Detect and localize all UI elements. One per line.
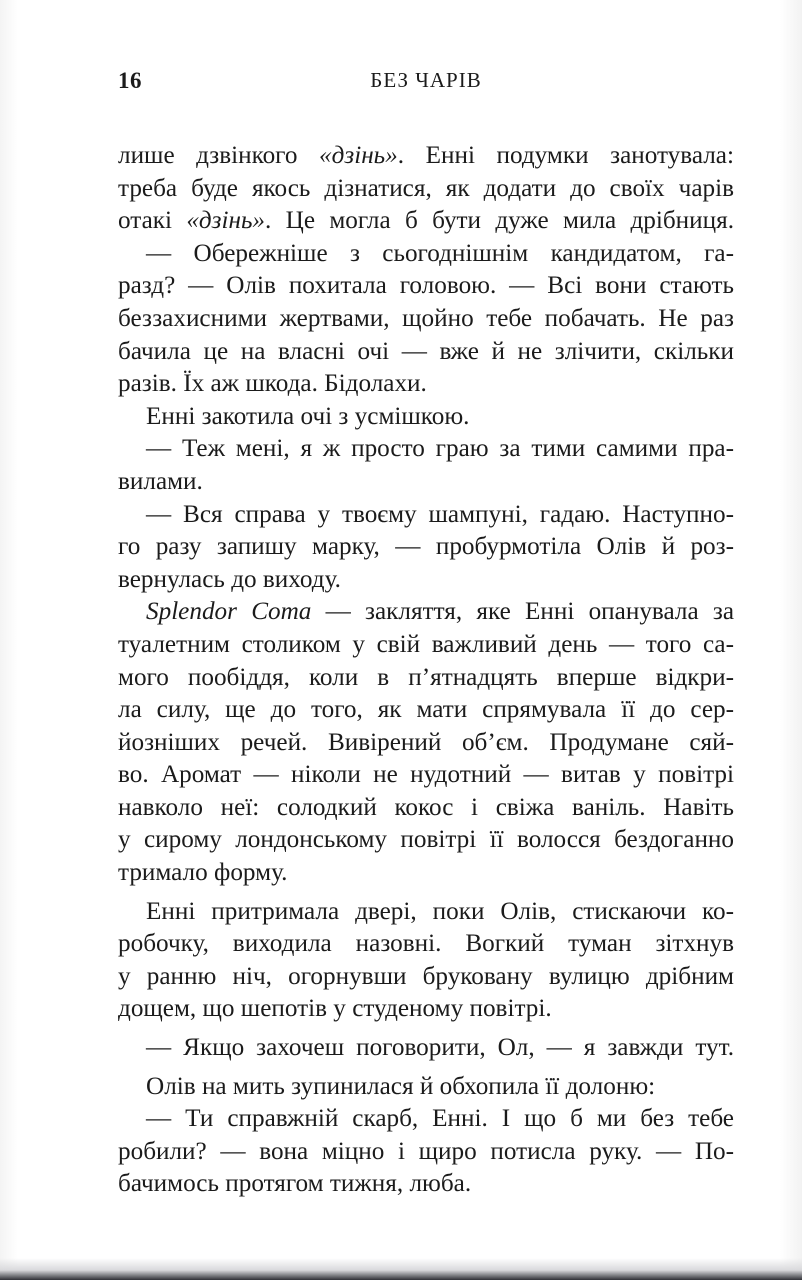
text-line: го разу запишу марку, — пробурмотіла Олів й роз-: [118, 533, 734, 561]
text-line: у ранню ніч, огорнувши бруковану вулицю дрібним: [118, 962, 734, 990]
text-line: отакі «дзінь». Це могла б бути дуже мила дрібниця.: [118, 207, 734, 235]
text-line: Олів на мить зупинилася й обхопила її долоню:: [146, 1072, 656, 1100]
text-line: разд? — Олів похитала головою. — Всі вони стають: [118, 272, 734, 300]
text-line: беззахисними жертвами, щойно тебе побачать. Не раз: [118, 304, 734, 332]
text-line: бачимось протягом тижня, люба.: [118, 1170, 472, 1198]
text-line: робочку, виходила назовні. Вогкий туман зітхнув: [118, 930, 734, 958]
text-line: навколо неї: солодкий кокос і свіжа ваніль. Навіть: [118, 793, 734, 821]
text-line: — Обережніше з сьогоднішнім кандидатом, га-: [146, 239, 734, 267]
text-line: вилами.: [118, 467, 203, 495]
text-line: йозніших речей. Вивірений об’єм. Продумане сяй-: [118, 728, 734, 756]
text-line: — Вся справа у твоєму шампуні, гадаю. Наступно-: [146, 500, 734, 528]
text-line: разів. Їх аж шкода. Бідолахи.: [118, 370, 427, 398]
text-line: туалетним столиком у свій важливий день — того са-: [118, 630, 734, 658]
text-line: Енні закотила очі з усмішкою.: [146, 402, 470, 430]
text-line: тримало форму.: [118, 859, 288, 887]
page-bottom-edge: [0, 1258, 802, 1280]
text-line: Енні притримала двері, поки Олів, стискаючи ко-: [146, 897, 734, 925]
text-line: у сирому лондонському повітрі її волосся бездоганно: [118, 826, 734, 854]
text-line: — Теж мені, я ж просто граю за тими самими пра-: [146, 435, 734, 463]
text-line: дощем, що шепотів у студеному повітрі.: [118, 995, 552, 1023]
text-line: бачила це на власні очі — вже й не злічити, скільки: [118, 337, 734, 365]
text-line: Splendor Coma — закляття, яке Енні опанувала за: [146, 598, 735, 626]
text-line: ла силу, ще до того, як мати спрямувала її до сер-: [118, 696, 734, 724]
text-line: мого пообіддя, коли в п’ятнадцять вперше відкри-: [118, 663, 734, 691]
text-line: робили? — вона міцно і щиро потисла руку. — По-: [118, 1137, 734, 1165]
page-number: 16: [118, 68, 142, 93]
page-header: [118, 68, 734, 108]
text-line: вернулась до виходу.: [118, 565, 341, 593]
text-line: — Якщо захочеш поговорити, Ол, — я завжди тут.: [146, 1034, 734, 1062]
running-title: БЕЗ ЧАРІВ: [370, 68, 482, 92]
text-line: — Ти справжній скарб, Енні. І що б ми без тебе: [146, 1105, 734, 1133]
text-line: лише дзвінкого «дзінь». Енні подумки занотувала:: [118, 142, 734, 169]
text-line: треба буде якось дізнатися, як додати до своїх чарів: [118, 174, 734, 202]
body-text: [118, 140, 734, 1201]
text-line: во. Аромат — ніколи не нудотний — витав у повітрі: [118, 761, 734, 789]
